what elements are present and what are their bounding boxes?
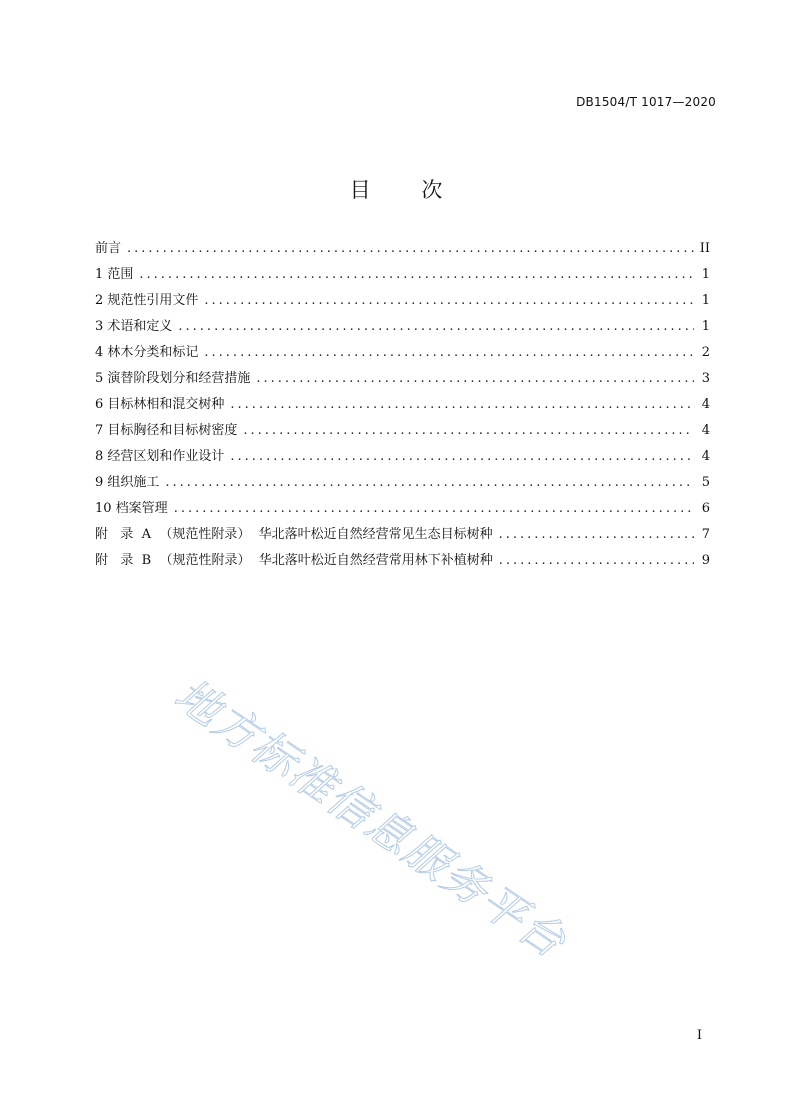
toc-leader-dots [499,522,694,548]
toc-entry-page: II [699,241,710,256]
toc-entry-page: 9 [701,553,710,568]
toc-entry-page: 7 [701,527,710,542]
toc-leader-dots [127,236,694,262]
toc-leader-dots [139,262,694,288]
toc-entry-page: 6 [701,501,710,516]
toc-leader-dots [256,366,694,392]
toc-entry[interactable] [95,444,710,470]
toc-leader-dots [204,340,694,366]
toc-entry-page: 1 [701,293,710,308]
toc-entry-page: 4 [701,397,710,412]
toc-entry-label: 10 档案管理 [95,501,168,516]
toc-entry-label: 2 规范性引用文件 [95,293,199,308]
toc-entry-page: 1 [701,267,710,282]
toc-entry-label: 7 目标胸径和目标树密度 [95,423,238,438]
page-number: I [696,1028,702,1043]
toc-entry[interactable] [95,236,710,262]
toc-entry-page: 5 [701,475,710,490]
toc-entry-page: 3 [701,371,710,386]
toc-leader-dots [174,496,694,522]
toc-entry[interactable] [95,262,710,288]
toc-entry-page: 4 [701,423,710,438]
toc-entry[interactable] [95,314,710,340]
toc-leader-dots [499,548,694,574]
toc-entry[interactable] [95,496,710,522]
toc-entry-label: 3 术语和定义 [95,319,173,334]
toc-leader-dots [178,314,694,340]
watermark: 地方标准信息服务平台 [165,669,576,969]
toc-entry-appendix-b[interactable] [95,548,710,574]
toc-entry-label: 附 录 B （规范性附录） 华北落叶松近自然经营常用林下补植树种 [95,553,493,568]
page-title: 目 次 [349,178,465,202]
toc-entry[interactable] [95,418,710,444]
toc-leader-dots [230,392,694,418]
table-of-contents [95,236,710,574]
toc-entry-label: 1 范围 [95,267,134,282]
toc-entry[interactable] [95,288,710,314]
toc-entry-page: 4 [701,449,710,464]
toc-entry[interactable] [95,392,710,418]
toc-entry-label: 6 目标林相和混交树种 [95,397,225,412]
toc-entry-label: 前言 [95,241,122,256]
toc-entry-appendix-a[interactable] [95,522,710,548]
toc-leader-dots [165,470,694,496]
toc-leader-dots [243,418,694,444]
toc-entry-label: 9 组织施工 [95,475,160,490]
toc-entry-label: 8 经营区划和作业设计 [95,449,225,464]
toc-entry-label: 4 林木分类和标记 [95,345,199,360]
toc-entry-page: 2 [701,345,710,360]
toc-entry-label: 5 演替阶段划分和经营措施 [95,371,251,386]
toc-entry-label: 附 录 A （规范性附录） 华北落叶松近自然经营常见生态目标树种 [95,527,493,542]
toc-leader-dots [230,444,694,470]
toc-leader-dots [204,288,694,314]
toc-entry[interactable] [95,366,710,392]
toc-entry[interactable] [95,470,710,496]
toc-entry-page: 1 [701,319,710,334]
toc-entry[interactable] [95,340,710,366]
document-code: DB1504/T 1017—2020 [576,95,716,109]
